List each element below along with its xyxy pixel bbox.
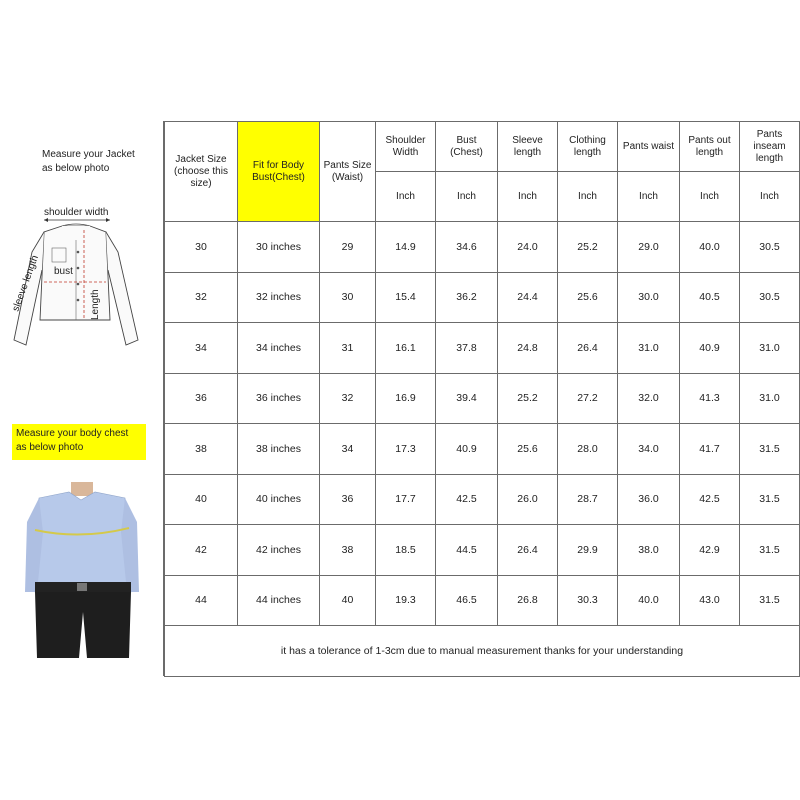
cell-pants-inseam: 31.0 bbox=[740, 373, 800, 424]
unit-cell: Inch bbox=[618, 172, 680, 222]
cell-fit-for-body: 34 inches bbox=[238, 323, 320, 374]
cell-bust: 34.6 bbox=[436, 222, 498, 273]
cell-pants-out-length: 41.7 bbox=[680, 424, 740, 475]
table-row bbox=[165, 323, 800, 374]
cell-sleeve-length: 26.4 bbox=[498, 525, 558, 576]
cell-pants-size: 30 bbox=[320, 272, 376, 323]
cell-pants-waist: 32.0 bbox=[618, 373, 680, 424]
cell-pants-inseam: 31.0 bbox=[740, 323, 800, 374]
cell-sleeve-length: 24.0 bbox=[498, 222, 558, 273]
cell-clothing-length: 28.7 bbox=[558, 474, 618, 525]
cell-clothing-length: 25.2 bbox=[558, 222, 618, 273]
cell-pants-out-length: 41.3 bbox=[680, 373, 740, 424]
cell-pants-size: 38 bbox=[320, 525, 376, 576]
cell-pants-size: 36 bbox=[320, 474, 376, 525]
cell-pants-size: 29 bbox=[320, 222, 376, 273]
table-row bbox=[165, 424, 800, 475]
cell-jacket-size: 44 bbox=[165, 575, 238, 626]
tolerance-note: it has a tolerance of 1-3cm due to manual measurement thanks for your understanding bbox=[165, 626, 800, 677]
cell-pants-inseam: 31.5 bbox=[740, 474, 800, 525]
cell-jacket-size: 40 bbox=[165, 474, 238, 525]
shirt-diagram bbox=[6, 200, 156, 360]
cell-fit-for-body: 40 inches bbox=[238, 474, 320, 525]
unit-cell: Inch bbox=[436, 172, 498, 222]
cell-pants-out-length: 42.9 bbox=[680, 525, 740, 576]
table-row bbox=[165, 272, 800, 323]
unit-cell: Inch bbox=[498, 172, 558, 222]
length-label: Length bbox=[90, 289, 101, 320]
cell-pants-inseam: 31.5 bbox=[740, 525, 800, 576]
cell-pants-inseam: 30.5 bbox=[740, 272, 800, 323]
cell-fit-for-body: 30 inches bbox=[238, 222, 320, 273]
header-pants-out-length: Pants out length bbox=[680, 122, 740, 172]
cell-sleeve-length: 24.8 bbox=[498, 323, 558, 374]
cell-jacket-size: 38 bbox=[165, 424, 238, 475]
cell-pants-size: 31 bbox=[320, 323, 376, 374]
cell-sleeve-length: 26.0 bbox=[498, 474, 558, 525]
cell-pants-waist: 36.0 bbox=[618, 474, 680, 525]
cell-shoulder-width: 14.9 bbox=[376, 222, 436, 273]
cell-clothing-length: 28.0 bbox=[558, 424, 618, 475]
shoulder-width-label: shoulder width bbox=[44, 207, 109, 218]
cell-bust: 37.8 bbox=[436, 323, 498, 374]
jacket-measure-note bbox=[42, 148, 135, 176]
cell-bust: 40.9 bbox=[436, 424, 498, 475]
cell-clothing-length: 25.6 bbox=[558, 272, 618, 323]
header-clothing-length: Clothing length bbox=[558, 122, 618, 172]
cell-jacket-size: 36 bbox=[165, 373, 238, 424]
cell-sleeve-length: 25.6 bbox=[498, 424, 558, 475]
header-pants-inseam: Pants inseam length bbox=[740, 122, 800, 172]
cell-fit-for-body: 32 inches bbox=[238, 272, 320, 323]
unit-cell: Inch bbox=[680, 172, 740, 222]
cell-pants-out-length: 40.0 bbox=[680, 222, 740, 273]
cell-bust: 36.2 bbox=[436, 272, 498, 323]
cell-pants-waist: 29.0 bbox=[618, 222, 680, 273]
cell-pants-inseam: 30.5 bbox=[740, 222, 800, 273]
unit-cell: Inch bbox=[740, 172, 800, 222]
chest-note-line2: as below photo bbox=[16, 442, 84, 453]
cell-jacket-size: 32 bbox=[165, 272, 238, 323]
sleeve-length-label: sleeve length bbox=[10, 253, 41, 314]
cell-fit-for-body: 44 inches bbox=[238, 575, 320, 626]
cell-shoulder-width: 19.3 bbox=[376, 575, 436, 626]
header-shoulder-width: Shoulder Width bbox=[376, 122, 436, 172]
cell-shoulder-width: 17.3 bbox=[376, 424, 436, 475]
header-bust: Bust (Chest) bbox=[436, 122, 498, 172]
table-row bbox=[165, 373, 800, 424]
cell-pants-waist: 40.0 bbox=[618, 575, 680, 626]
header-pants-size: Pants Size (Waist) bbox=[320, 122, 376, 222]
header-fit-for-body: Fit for Body Bust(Chest) bbox=[238, 122, 320, 222]
chest-note-line1: Measure your body chest bbox=[16, 428, 129, 439]
cell-pants-waist: 31.0 bbox=[618, 323, 680, 374]
unit-cell: Inch bbox=[376, 172, 436, 222]
cell-pants-waist: 34.0 bbox=[618, 424, 680, 475]
cell-pants-waist: 38.0 bbox=[618, 525, 680, 576]
table-row bbox=[165, 575, 800, 626]
cell-pants-size: 40 bbox=[320, 575, 376, 626]
header-pants-waist: Pants waist bbox=[618, 122, 680, 172]
cell-jacket-size: 34 bbox=[165, 323, 238, 374]
cell-sleeve-length: 25.2 bbox=[498, 373, 558, 424]
cell-pants-out-length: 42.5 bbox=[680, 474, 740, 525]
bust-label: bust bbox=[54, 266, 73, 277]
cell-clothing-length: 27.2 bbox=[558, 373, 618, 424]
cell-shoulder-width: 16.1 bbox=[376, 323, 436, 374]
jacket-note-line1: Measure your Jacket bbox=[42, 149, 135, 160]
cell-pants-waist: 30.0 bbox=[618, 272, 680, 323]
cell-pants-size: 34 bbox=[320, 424, 376, 475]
cell-bust: 42.5 bbox=[436, 474, 498, 525]
cell-clothing-length: 26.4 bbox=[558, 323, 618, 374]
cell-pants-inseam: 31.5 bbox=[740, 424, 800, 475]
cell-pants-out-length: 43.0 bbox=[680, 575, 740, 626]
cell-pants-inseam: 31.5 bbox=[740, 575, 800, 626]
body-chest-photo bbox=[21, 482, 141, 658]
cell-bust: 46.5 bbox=[436, 575, 498, 626]
header-jacket-size: Jacket Size (choose this size) bbox=[165, 122, 238, 222]
cell-clothing-length: 30.3 bbox=[558, 575, 618, 626]
cell-fit-for-body: 42 inches bbox=[238, 525, 320, 576]
jacket-note-line2: as below photo bbox=[42, 163, 110, 174]
cell-shoulder-width: 15.4 bbox=[376, 272, 436, 323]
table-row bbox=[165, 222, 800, 273]
cell-pants-out-length: 40.9 bbox=[680, 323, 740, 374]
body-chest-note bbox=[12, 424, 146, 460]
cell-shoulder-width: 17.7 bbox=[376, 474, 436, 525]
cell-fit-for-body: 36 inches bbox=[238, 373, 320, 424]
cell-bust: 44.5 bbox=[436, 525, 498, 576]
cell-bust: 39.4 bbox=[436, 373, 498, 424]
cell-sleeve-length: 26.8 bbox=[498, 575, 558, 626]
cell-fit-for-body: 38 inches bbox=[238, 424, 320, 475]
unit-cell: Inch bbox=[558, 172, 618, 222]
table-row bbox=[165, 474, 800, 525]
cell-pants-size: 32 bbox=[320, 373, 376, 424]
table-row bbox=[165, 525, 800, 576]
cell-shoulder-width: 16.9 bbox=[376, 373, 436, 424]
cell-sleeve-length: 24.4 bbox=[498, 272, 558, 323]
cell-jacket-size: 42 bbox=[165, 525, 238, 576]
header-sleeve-length: Sleeve length bbox=[498, 122, 558, 172]
cell-pants-out-length: 40.5 bbox=[680, 272, 740, 323]
cell-jacket-size: 30 bbox=[165, 222, 238, 273]
cell-clothing-length: 29.9 bbox=[558, 525, 618, 576]
size-chart-table bbox=[164, 121, 800, 677]
cell-shoulder-width: 18.5 bbox=[376, 525, 436, 576]
